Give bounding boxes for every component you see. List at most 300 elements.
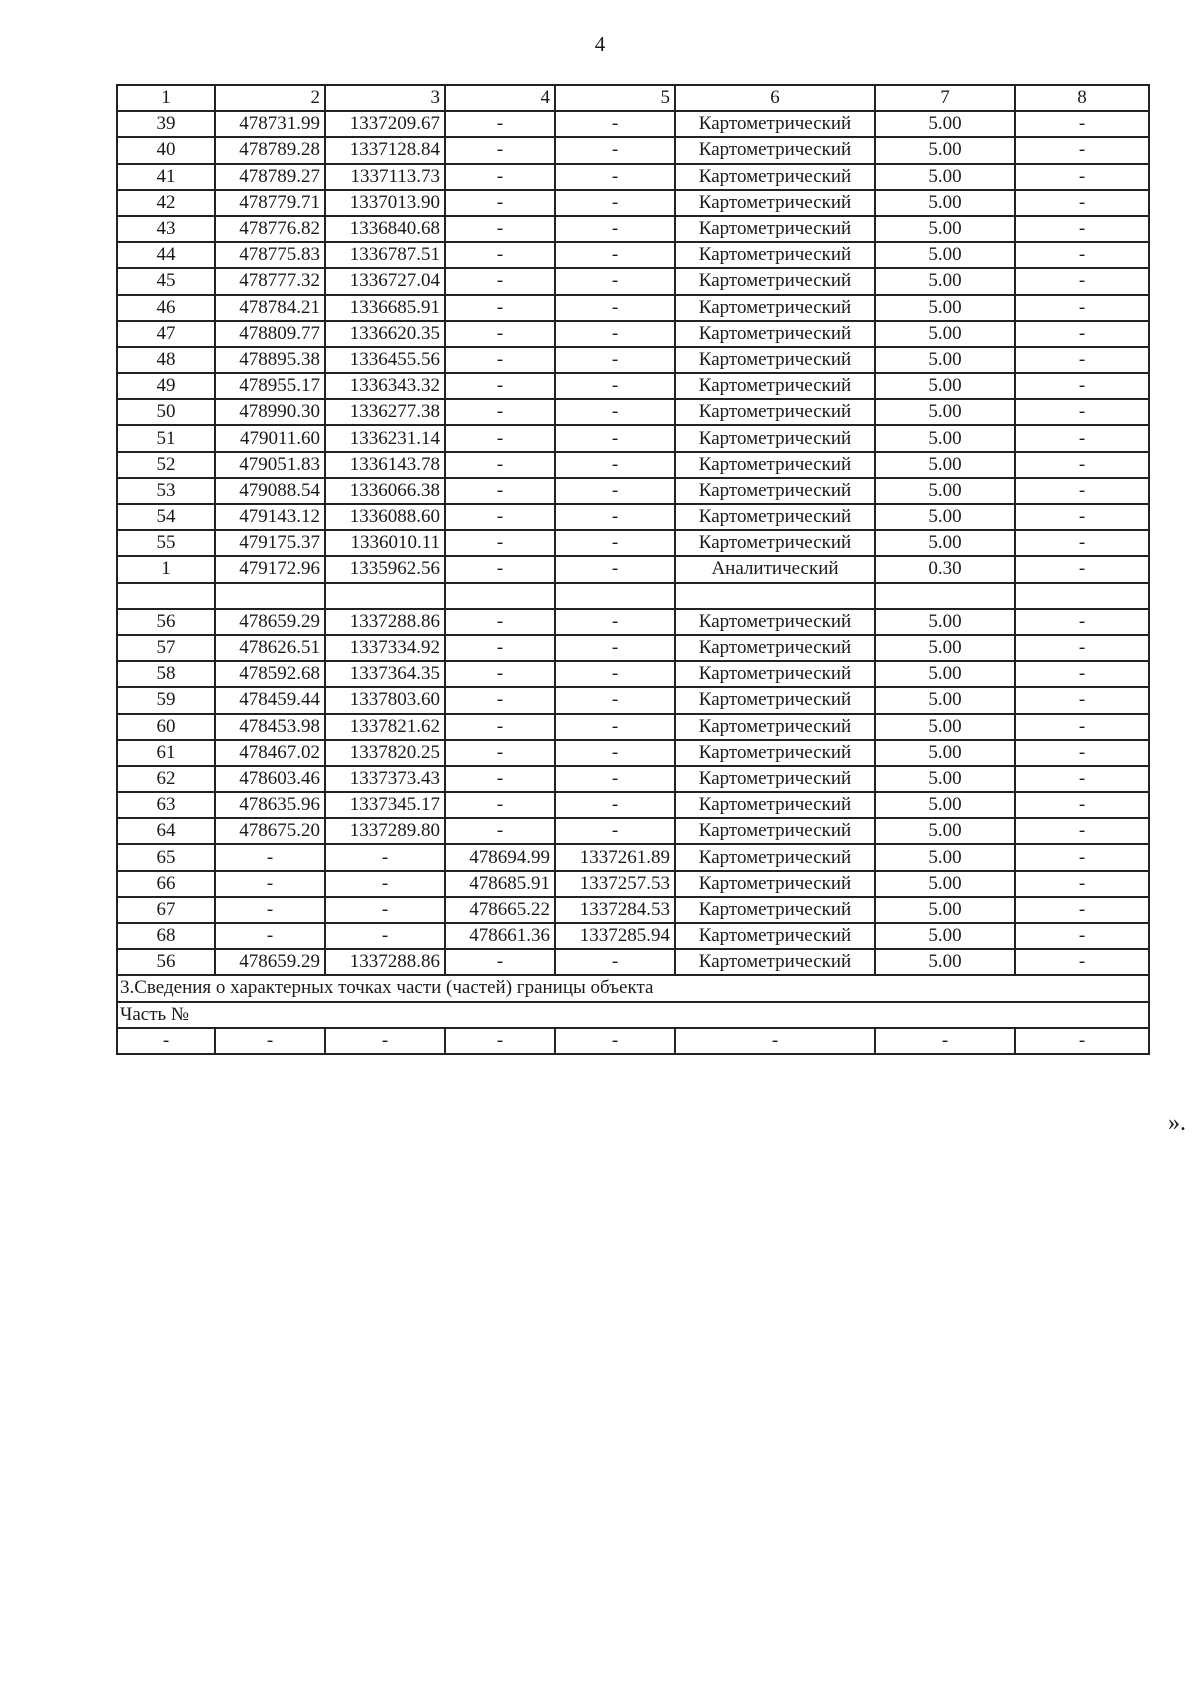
table-cell: 1337820.25 bbox=[325, 740, 445, 766]
table-cell: - bbox=[445, 425, 555, 451]
table-row bbox=[117, 111, 1149, 137]
empty-cell bbox=[875, 583, 1015, 609]
table-cell: 478784.21 bbox=[215, 295, 325, 321]
table-cell: - bbox=[555, 478, 675, 504]
table-cell: 5.00 bbox=[875, 923, 1015, 949]
table-cell: - bbox=[445, 530, 555, 556]
table-row bbox=[117, 347, 1149, 373]
table-cell: - bbox=[555, 321, 675, 347]
table-cell: 51 bbox=[117, 425, 215, 451]
table-cell: 68 bbox=[117, 923, 215, 949]
dash-row bbox=[117, 1028, 1149, 1054]
table-cell: Аналитический bbox=[675, 556, 875, 582]
table-cell: - bbox=[325, 844, 445, 870]
table-cell: 39 bbox=[117, 111, 215, 137]
table-cell: - bbox=[555, 1028, 675, 1054]
table-cell: - bbox=[1015, 687, 1149, 713]
table-cell: - bbox=[1015, 321, 1149, 347]
table-cell: - bbox=[555, 949, 675, 975]
table-cell: 1337373.43 bbox=[325, 766, 445, 792]
table-row bbox=[117, 242, 1149, 268]
table-cell: 1337284.53 bbox=[555, 897, 675, 923]
table-cell: 4 bbox=[445, 85, 555, 111]
table-row bbox=[117, 661, 1149, 687]
table-cell: 1 bbox=[117, 556, 215, 582]
table-cell: 5.00 bbox=[875, 661, 1015, 687]
table-cell: 1337803.60 bbox=[325, 687, 445, 713]
table-cell: 1337821.62 bbox=[325, 714, 445, 740]
table-cell: - bbox=[555, 635, 675, 661]
table-cell: - bbox=[445, 556, 555, 582]
table-cell: - bbox=[555, 399, 675, 425]
table-cell: 1337261.89 bbox=[555, 844, 675, 870]
table-cell: - bbox=[555, 609, 675, 635]
table-cell: - bbox=[1015, 740, 1149, 766]
table-cell: - bbox=[555, 504, 675, 530]
table-cell: - bbox=[1015, 530, 1149, 556]
table-cell: - bbox=[445, 687, 555, 713]
table-cell: - bbox=[215, 897, 325, 923]
table-cell: 45 bbox=[117, 268, 215, 294]
table-cell: Картометрический bbox=[675, 609, 875, 635]
table-cell: 478685.91 bbox=[445, 871, 555, 897]
table-row bbox=[117, 137, 1149, 163]
table-cell: 478626.51 bbox=[215, 635, 325, 661]
table-cell: Картометрический bbox=[675, 268, 875, 294]
table-cell: - bbox=[445, 347, 555, 373]
table-cell: 5.00 bbox=[875, 687, 1015, 713]
table-cell: 66 bbox=[117, 871, 215, 897]
table-cell: 1337288.86 bbox=[325, 949, 445, 975]
table-cell: 5.00 bbox=[875, 268, 1015, 294]
table-cell: 478665.22 bbox=[445, 897, 555, 923]
table-cell: 5.00 bbox=[875, 714, 1015, 740]
table-row bbox=[117, 478, 1149, 504]
table-cell: 56 bbox=[117, 609, 215, 635]
table-cell: 478467.02 bbox=[215, 740, 325, 766]
table-cell: - bbox=[445, 609, 555, 635]
table-cell: 478731.99 bbox=[215, 111, 325, 137]
empty-cell bbox=[325, 583, 445, 609]
table-cell: - bbox=[215, 1028, 325, 1054]
table-cell: - bbox=[1015, 792, 1149, 818]
table-cell: - bbox=[445, 164, 555, 190]
table-cell: - bbox=[445, 714, 555, 740]
table-cell: 7 bbox=[875, 85, 1015, 111]
table-cell: - bbox=[1015, 216, 1149, 242]
table-cell: - bbox=[555, 766, 675, 792]
table-cell: - bbox=[555, 740, 675, 766]
table-cell: 478776.82 bbox=[215, 216, 325, 242]
table-cell: 5.00 bbox=[875, 635, 1015, 661]
table-row bbox=[117, 792, 1149, 818]
table-cell: 1337113.73 bbox=[325, 164, 445, 190]
table-cell: - bbox=[445, 766, 555, 792]
part-label-row bbox=[117, 1002, 1149, 1028]
table-cell: Картометрический bbox=[675, 216, 875, 242]
table-cell: 5.00 bbox=[875, 792, 1015, 818]
table-cell: 1336455.56 bbox=[325, 347, 445, 373]
table-cell: - bbox=[445, 740, 555, 766]
table-cell: 62 bbox=[117, 766, 215, 792]
table-cell: - bbox=[555, 295, 675, 321]
table-row bbox=[117, 190, 1149, 216]
table-cell: - bbox=[325, 1028, 445, 1054]
table-cell: - bbox=[445, 190, 555, 216]
table-cell: 1337364.35 bbox=[325, 661, 445, 687]
table-cell: 1337209.67 bbox=[325, 111, 445, 137]
table-cell: - bbox=[555, 530, 675, 556]
table-cell: 1336727.04 bbox=[325, 268, 445, 294]
table-cell: 478809.77 bbox=[215, 321, 325, 347]
table-row bbox=[117, 949, 1149, 975]
table-cell: - bbox=[555, 190, 675, 216]
table-cell: - bbox=[1015, 190, 1149, 216]
table-cell: 478453.98 bbox=[215, 714, 325, 740]
table-cell: - bbox=[1015, 871, 1149, 897]
table-cell: 478659.29 bbox=[215, 949, 325, 975]
table-cell: 6 bbox=[675, 85, 875, 111]
table-cell: Картометрический bbox=[675, 871, 875, 897]
table-cell: Картометрический bbox=[675, 949, 875, 975]
table-cell: 478459.44 bbox=[215, 687, 325, 713]
table-cell: - bbox=[555, 111, 675, 137]
table-cell: 5.00 bbox=[875, 897, 1015, 923]
table-cell: Картометрический bbox=[675, 844, 875, 870]
table-cell: 8 bbox=[1015, 85, 1149, 111]
table-cell: Картометрический bbox=[675, 425, 875, 451]
table-cell: 64 bbox=[117, 818, 215, 844]
table-cell: 5.00 bbox=[875, 164, 1015, 190]
table-cell: 41 bbox=[117, 164, 215, 190]
table-cell: 5.00 bbox=[875, 216, 1015, 242]
table-cell: - bbox=[445, 949, 555, 975]
table-cell: 5.00 bbox=[875, 137, 1015, 163]
table-cell: - bbox=[555, 242, 675, 268]
table-cell: - bbox=[1015, 478, 1149, 504]
table-cell: 5.00 bbox=[875, 504, 1015, 530]
table-cell: 479172.96 bbox=[215, 556, 325, 582]
table-cell: Картометрический bbox=[675, 530, 875, 556]
table-cell: 47 bbox=[117, 321, 215, 347]
table-cell: 5.00 bbox=[875, 111, 1015, 137]
table-cell: - bbox=[1015, 897, 1149, 923]
table-cell: - bbox=[1015, 818, 1149, 844]
table-cell: 1336840.68 bbox=[325, 216, 445, 242]
table-cell: - bbox=[555, 818, 675, 844]
table-cell: - bbox=[555, 216, 675, 242]
table-cell: - bbox=[445, 818, 555, 844]
table-cell: - bbox=[555, 425, 675, 451]
table-cell: 1337013.90 bbox=[325, 190, 445, 216]
table-cell: - bbox=[875, 1028, 1015, 1054]
table-cell: - bbox=[445, 1028, 555, 1054]
table-cell: 478661.36 bbox=[445, 923, 555, 949]
table-cell: 478635.96 bbox=[215, 792, 325, 818]
table-cell: 60 bbox=[117, 714, 215, 740]
table-cell: 42 bbox=[117, 190, 215, 216]
table-row bbox=[117, 844, 1149, 870]
table-cell: 5.00 bbox=[875, 242, 1015, 268]
empty-separator-row bbox=[117, 583, 1149, 609]
table-row bbox=[117, 635, 1149, 661]
table-cell: 2 bbox=[215, 85, 325, 111]
table-row bbox=[117, 897, 1149, 923]
table-cell: 478789.27 bbox=[215, 164, 325, 190]
table-cell: - bbox=[1015, 347, 1149, 373]
table-cell: Картометрический bbox=[675, 164, 875, 190]
table-cell: 478777.32 bbox=[215, 268, 325, 294]
table-cell: - bbox=[1015, 1028, 1149, 1054]
table-cell: 67 bbox=[117, 897, 215, 923]
table-cell: - bbox=[555, 687, 675, 713]
table-cell: - bbox=[1015, 268, 1149, 294]
table-cell: Картометрический bbox=[675, 347, 875, 373]
table-cell: - bbox=[1015, 714, 1149, 740]
table-cell: - bbox=[1015, 452, 1149, 478]
table-cell: - bbox=[215, 871, 325, 897]
table-row bbox=[117, 164, 1149, 190]
table-cell: - bbox=[1015, 766, 1149, 792]
table-cell: - bbox=[325, 897, 445, 923]
table-row bbox=[117, 530, 1149, 556]
table-cell: 478603.46 bbox=[215, 766, 325, 792]
table-row bbox=[117, 766, 1149, 792]
table-cell: 57 bbox=[117, 635, 215, 661]
table-cell: 478789.28 bbox=[215, 137, 325, 163]
table-cell: - bbox=[445, 504, 555, 530]
table-cell: 46 bbox=[117, 295, 215, 321]
table-cell: 1337345.17 bbox=[325, 792, 445, 818]
closing-quote-mark: ». bbox=[1168, 1110, 1186, 1136]
table-cell: Картометрический bbox=[675, 635, 875, 661]
table-cell: - bbox=[1015, 242, 1149, 268]
table-cell: 56 bbox=[117, 949, 215, 975]
empty-cell bbox=[445, 583, 555, 609]
table-cell: - bbox=[555, 268, 675, 294]
table-cell: 5.00 bbox=[875, 871, 1015, 897]
table-cell: Картометрический bbox=[675, 504, 875, 530]
table-cell: Картометрический bbox=[675, 766, 875, 792]
table-row bbox=[117, 295, 1149, 321]
table-cell: 1335962.56 bbox=[325, 556, 445, 582]
table-cell: - bbox=[445, 661, 555, 687]
table-cell: 478675.20 bbox=[215, 818, 325, 844]
empty-cell bbox=[555, 583, 675, 609]
table-cell: 5.00 bbox=[875, 740, 1015, 766]
table-cell: 1336685.91 bbox=[325, 295, 445, 321]
table-cell: - bbox=[445, 295, 555, 321]
table-cell: - bbox=[555, 137, 675, 163]
table-cell: 54 bbox=[117, 504, 215, 530]
table-cell: Картометрический bbox=[675, 295, 875, 321]
table-row bbox=[117, 687, 1149, 713]
table-row bbox=[117, 923, 1149, 949]
table-cell: - bbox=[555, 556, 675, 582]
table-cell: 478659.29 bbox=[215, 609, 325, 635]
table-cell: - bbox=[1015, 425, 1149, 451]
table-cell: 5.00 bbox=[875, 425, 1015, 451]
table-header-row bbox=[117, 85, 1149, 111]
table-cell: 1336787.51 bbox=[325, 242, 445, 268]
table-row bbox=[117, 556, 1149, 582]
table-cell: 479175.37 bbox=[215, 530, 325, 556]
table-cell: - bbox=[555, 373, 675, 399]
part-label-row-cell: Часть № bbox=[117, 1002, 1149, 1028]
table-cell: 40 bbox=[117, 137, 215, 163]
table-cell: Картометрический bbox=[675, 190, 875, 216]
table-cell: 1336620.35 bbox=[325, 321, 445, 347]
table-row bbox=[117, 818, 1149, 844]
table-cell: - bbox=[445, 216, 555, 242]
table-cell: - bbox=[555, 164, 675, 190]
empty-cell bbox=[675, 583, 875, 609]
table-cell: Картометрический bbox=[675, 478, 875, 504]
table-cell: 479088.54 bbox=[215, 478, 325, 504]
table-cell: - bbox=[445, 268, 555, 294]
table-cell: Картометрический bbox=[675, 111, 875, 137]
table-cell: - bbox=[445, 452, 555, 478]
table-cell: 1337289.80 bbox=[325, 818, 445, 844]
table-cell: - bbox=[117, 1028, 215, 1054]
table-cell: - bbox=[1015, 661, 1149, 687]
table-cell: 478592.68 bbox=[215, 661, 325, 687]
table-cell: Картометрический bbox=[675, 661, 875, 687]
table-cell: - bbox=[1015, 399, 1149, 425]
table-cell: 5.00 bbox=[875, 399, 1015, 425]
table-cell: 5.00 bbox=[875, 347, 1015, 373]
table-cell: 5.00 bbox=[875, 766, 1015, 792]
coordinates-table bbox=[116, 84, 1150, 1055]
table-cell: Картометрический bbox=[675, 242, 875, 268]
table-cell: - bbox=[445, 137, 555, 163]
table-row bbox=[117, 871, 1149, 897]
table-row bbox=[117, 321, 1149, 347]
table-cell: - bbox=[1015, 844, 1149, 870]
table-cell: 5.00 bbox=[875, 949, 1015, 975]
table-cell: 1 bbox=[117, 85, 215, 111]
table-cell: 61 bbox=[117, 740, 215, 766]
table-cell: 65 bbox=[117, 844, 215, 870]
table-cell: - bbox=[1015, 504, 1149, 530]
table-row bbox=[117, 373, 1149, 399]
table-cell: 5.00 bbox=[875, 295, 1015, 321]
table-cell: Картометрический bbox=[675, 897, 875, 923]
table-cell: 5.00 bbox=[875, 530, 1015, 556]
table-row bbox=[117, 425, 1149, 451]
table-cell: - bbox=[1015, 556, 1149, 582]
table-cell: 1336231.14 bbox=[325, 425, 445, 451]
table-cell: Картометрический bbox=[675, 687, 875, 713]
section3-title-row-cell: 3.Сведения о характерных точках части (частей) границы объекта bbox=[117, 975, 1149, 1001]
empty-cell bbox=[215, 583, 325, 609]
table-cell: 5.00 bbox=[875, 609, 1015, 635]
table-cell: 478694.99 bbox=[445, 844, 555, 870]
table-cell: 5.00 bbox=[875, 373, 1015, 399]
table-cell: Картометрический bbox=[675, 923, 875, 949]
table-cell: 5.00 bbox=[875, 452, 1015, 478]
table-cell: - bbox=[555, 452, 675, 478]
table-cell: 479011.60 bbox=[215, 425, 325, 451]
table-cell: 5.00 bbox=[875, 844, 1015, 870]
table-cell: Картометрический bbox=[675, 714, 875, 740]
table-cell: 48 bbox=[117, 347, 215, 373]
table-cell: - bbox=[1015, 373, 1149, 399]
table-cell: - bbox=[1015, 923, 1149, 949]
table-cell: 1336066.38 bbox=[325, 478, 445, 504]
table-cell: 52 bbox=[117, 452, 215, 478]
section3-title-row bbox=[117, 975, 1149, 1001]
table-cell: 1336277.38 bbox=[325, 399, 445, 425]
table-row bbox=[117, 452, 1149, 478]
table-cell: 44 bbox=[117, 242, 215, 268]
table-cell: 1337128.84 bbox=[325, 137, 445, 163]
table-cell: 479051.83 bbox=[215, 452, 325, 478]
table-cell: 59 bbox=[117, 687, 215, 713]
table-cell: 479143.12 bbox=[215, 504, 325, 530]
table-cell: 478895.38 bbox=[215, 347, 325, 373]
table-cell: 43 bbox=[117, 216, 215, 242]
table-row bbox=[117, 740, 1149, 766]
table-cell: 5.00 bbox=[875, 190, 1015, 216]
table-cell: 1337334.92 bbox=[325, 635, 445, 661]
table-cell: 478775.83 bbox=[215, 242, 325, 268]
table-cell: Картометрический bbox=[675, 818, 875, 844]
table-cell: 63 bbox=[117, 792, 215, 818]
table-cell: 478779.71 bbox=[215, 190, 325, 216]
table-cell: 5.00 bbox=[875, 321, 1015, 347]
table-cell: - bbox=[1015, 949, 1149, 975]
table-cell: Картометрический bbox=[675, 137, 875, 163]
table-cell: 50 bbox=[117, 399, 215, 425]
table-cell: 1336010.11 bbox=[325, 530, 445, 556]
table-row bbox=[117, 504, 1149, 530]
table-cell: 49 bbox=[117, 373, 215, 399]
table-cell: 53 bbox=[117, 478, 215, 504]
table-cell: - bbox=[1015, 635, 1149, 661]
table-cell: - bbox=[215, 923, 325, 949]
table-cell: 55 bbox=[117, 530, 215, 556]
table-cell: - bbox=[555, 347, 675, 373]
empty-cell bbox=[117, 583, 215, 609]
table-cell: 5 bbox=[555, 85, 675, 111]
table-cell: 5.00 bbox=[875, 818, 1015, 844]
table-cell: 1336343.32 bbox=[325, 373, 445, 399]
table-row bbox=[117, 216, 1149, 242]
table-cell: Картометрический bbox=[675, 740, 875, 766]
table-row bbox=[117, 268, 1149, 294]
table-cell: - bbox=[675, 1028, 875, 1054]
table-cell: - bbox=[325, 871, 445, 897]
table-cell: - bbox=[445, 478, 555, 504]
table-cell: 3 bbox=[325, 85, 445, 111]
table-cell: 1336088.60 bbox=[325, 504, 445, 530]
table-cell: - bbox=[445, 399, 555, 425]
table-cell: - bbox=[215, 844, 325, 870]
empty-cell bbox=[1015, 583, 1149, 609]
page-number: 4 bbox=[594, 32, 606, 56]
table-cell: Картометрический bbox=[675, 399, 875, 425]
table-row bbox=[117, 399, 1149, 425]
table-cell: - bbox=[325, 923, 445, 949]
table-row bbox=[117, 609, 1149, 635]
table-cell: 1336143.78 bbox=[325, 452, 445, 478]
table-cell: 0.30 bbox=[875, 556, 1015, 582]
table-cell: - bbox=[445, 242, 555, 268]
table-cell: - bbox=[1015, 111, 1149, 137]
table-cell: Картометрический bbox=[675, 373, 875, 399]
table-cell: - bbox=[1015, 609, 1149, 635]
